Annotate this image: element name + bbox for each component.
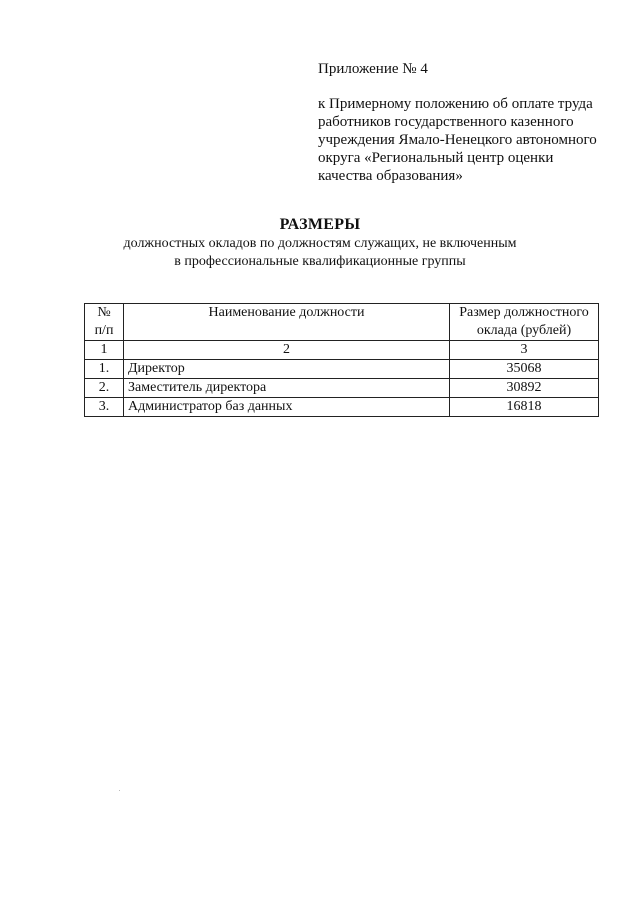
- table-header-row: [85, 304, 599, 341]
- appendix-reference-line: округа «Региональный центр оценки: [318, 150, 554, 166]
- header-num-line: п/п: [94, 323, 114, 338]
- row-num: 3.: [85, 398, 124, 417]
- row-num: 1.: [85, 360, 124, 379]
- document-subtitle-line: в профессиональные квалификационные группы: [174, 254, 466, 269]
- header-salary-line: оклада (рублей): [476, 323, 572, 338]
- document-subtitle-line: должностных окладов по должностям служащих, не включенным: [123, 236, 517, 251]
- row-num: 2.: [85, 379, 124, 398]
- row-salary: 30892: [450, 379, 599, 398]
- appendix-block: [318, 60, 618, 185]
- column-number: 3: [450, 341, 599, 360]
- row-position-name: Заместитель директора: [124, 379, 450, 398]
- appendix-reference: [318, 95, 618, 185]
- table-row: [85, 360, 599, 379]
- row-position-name: Администратор баз данных: [124, 398, 450, 417]
- document-heading: [0, 215, 640, 271]
- header-salary-line: Размер должностного: [459, 305, 589, 320]
- header-position-name: Наименование должности: [124, 304, 450, 341]
- row-salary: 35068: [450, 360, 599, 379]
- salary-table: [84, 303, 599, 417]
- column-number: 2: [124, 341, 450, 360]
- header-salary: [450, 304, 599, 341]
- document-title: РАЗМЕРЫ: [279, 216, 361, 233]
- appendix-number: Приложение № 4: [318, 61, 428, 77]
- scan-speck: [119, 790, 120, 791]
- header-num-line: №: [97, 305, 111, 320]
- row-position-name: Директор: [124, 360, 450, 379]
- row-salary: 16818: [450, 398, 599, 417]
- column-number: 1: [85, 341, 124, 360]
- appendix-reference-line: работников государственного казенного: [318, 114, 574, 130]
- appendix-reference-line: учреждения Ямало-Ненецкого автономного: [318, 132, 597, 148]
- header-num: [85, 304, 124, 341]
- table-row: [85, 379, 599, 398]
- column-number-row: [85, 341, 599, 360]
- appendix-reference-line: качества образования»: [318, 168, 463, 184]
- appendix-reference-line: к Примерному положению об оплате труда: [318, 96, 593, 112]
- table-row: [85, 398, 599, 417]
